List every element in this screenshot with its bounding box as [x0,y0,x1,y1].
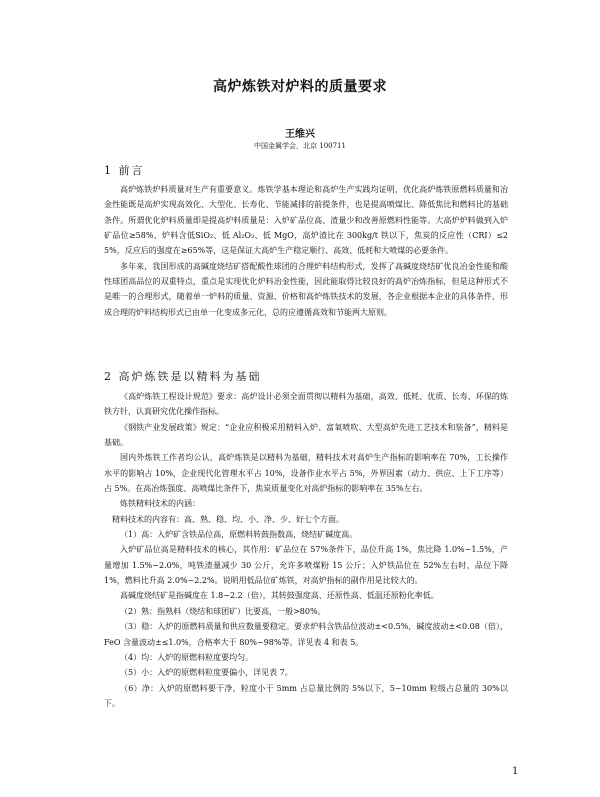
list-item: （4）均：入炉的原燃料粒度要均匀。 [120,652,254,662]
list-item: （5）小：入炉的原燃料粒度要偏小，详见表 7。 [120,668,293,678]
paragraph: 《高炉炼铁工程设计规范》要求：高炉设计必须全面贯彻以精料为基础，高效、低耗、优质、长寿、环保的炼铁方针，认真研究优化操作指标。 [104,392,508,417]
list-item: （1）高：入炉矿含铁品位高，原燃料转鼓指数高，烧结矿碱度高。 [120,530,358,540]
section-concentrate-body [104,389,508,711]
paragraph: 炼铁精料技术的内涵： [120,499,200,509]
author-name: 王维兴 [285,129,315,140]
list-item: （3）稳：入炉的原燃料质量和供应数量要稳定。要求炉料含铁品位波动±<0.5%，碱度波动±<0.08（倍），FeO 含量波动±≤1.0%，合格率大于 80%~98%等。详见表 4 和表 5。 [104,622,508,647]
page-number: 1 [512,766,519,777]
paragraph: 精料技术的内容有：高、熟、稳、均、小、净、少、好七个方面。 [112,514,344,524]
paragraph: 国内外炼铁工作者均公认，高炉炼铁是以精料为基础，精料技术对高炉生产指标的影响率在 70%，工长操作水平的影响占 10%，企业现代化管理水平占 10%，设备作业水平占 5%，外界因素（动力、供应、上下工序等）占 5%。在高冶炼强度、高喷煤比条件下，焦炭质量变化对高炉指标的影响率在 35%左右。 [104,453,508,494]
paragraph: 高碱度烧结矿是指碱度在 1.8~2.2（倍），其转鼓强度高、还原性高、低温还原粉化率低。 [120,591,439,601]
paragraph: 高炉炼铁炉料质量对生产有重要意义。炼铁学基本理论和高炉生产实践均证明，优化高炉炼铁原燃料质量和冶金性能既是高炉实现高效化、大型化、长寿化、节能减排的前提条件，也是提高喷煤比、降低焦比和燃料比的基础条件。所谓优化炉料质量即是提高炉料质量是：入炉矿品位高、渣量少和改善原燃料性能等。大高炉炉料做到入炉矿品位≥58%、炉料含低SiO₂、低 Al₂O₃、低 MgO，高炉渣比在 300kg/t 铁以下，焦炭的反应性（CRI）≤25%，反应后的强度在≥65%等，这是保证大高炉生产稳定顺行、高效、低耗和大喷煤的必要条件。 [104,185,508,256]
paragraph: 《钢铁产业发展政策》规定：“企业应积极采用精料入炉、富氧喷吹、大型高炉先进工艺技术和装备”，精料是基础。 [104,422,508,448]
section-heading-introduction: 1 前言 [104,164,145,177]
section-heading-concentrate: 2 高炉炼铁是以精料为基础 [104,370,262,383]
paper-title: 高炉炼铁对炉料的质量要求 [213,79,387,95]
section-introduction-body [104,182,508,320]
paragraph: 入炉矿品位高是精料技术的核心，其作用：矿品位在 57%条件下，品位升高 1%，焦比降 1.0%~1.5%，产量增加 1.5%~2.0%，吨铁渣量减少 30 公斤，允许多喷煤粉 15 公斤；入炉铁品位在 52%左右时，品位下降 1%，燃料比升高 2.0%~2.2%。说明用低品位矿炼铁，对高炉指标的副作用是比较大的。 [104,545,508,586]
paragraph: 多年来，我国形成的高碱度烧结矿搭配酸性球团的合理炉料结构形式，发挥了高碱度烧结矿优良冶金性能和酸性球团高品位的双重特点，重点是实现优化炉料冶金性能，因此能取得比较良好的高炉冶炼指标，但是这种形式不是唯一的合理形式，随着单一炉料的质量、资源、价格和高炉炼铁技术的发展，各企业根据本企业的具体条件，形成合理的炉料结构形式已由单一化变成多元化，总的应遵循高效和节能两大原则。 [104,261,508,317]
list-item: （6）净：入炉的原燃料要干净，粒度小于 5mm 占总量比例的 5%以下，5~10mm 粒级占总量的 30%以下。 [104,683,508,708]
list-item: （2）熟：指熟料（烧结和球团矿）比要高，一般>80%。 [120,606,326,616]
author-affiliation: 中国金属学会，北京 100711 [254,142,346,150]
